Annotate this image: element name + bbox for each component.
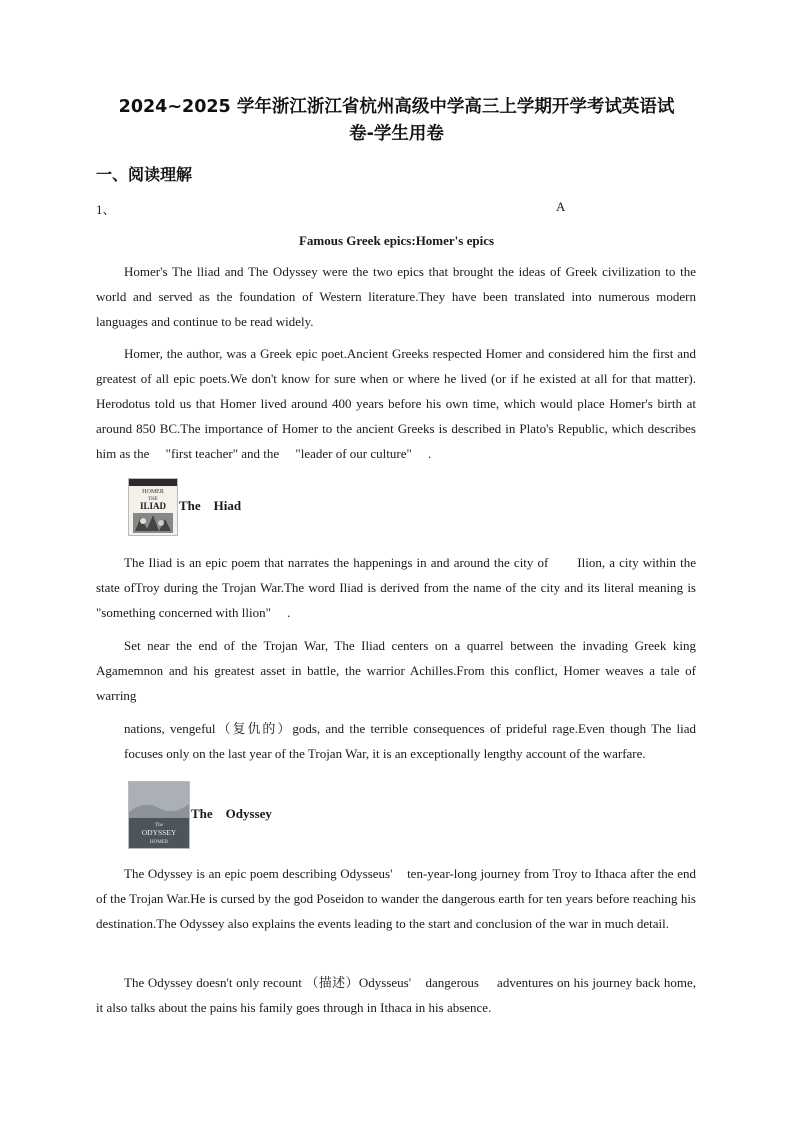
paragraph-3: The Iliad is an epic poem that narrates the happenings in and around the city of Ilion, a city within the state ofTroy during the Trojan War.The word Iliad is derived from the name of the city and its literal meaning is "something concerned with llion" . (96, 555, 696, 620)
title-line-2: 卷-学生用卷 (349, 124, 444, 144)
odyssey-cover-the: The (155, 823, 163, 828)
odyssey-cover-image (128, 781, 190, 849)
paragraph-1: Homer's The lliad and The Odyssey were the two epics that brought the ideas of Greek civilization to the world and served as the foundation of Western literature.They have been translated into numerous modern languages and continue to be read widely. (96, 264, 696, 329)
passage-label: A (556, 199, 566, 214)
iliad-cover-author: HOMER (142, 489, 164, 495)
question-number: 1、 (96, 202, 116, 217)
odyssey-subheading: The Odyssey (191, 806, 272, 821)
paragraph-4: Set near the end of the Trojan War, The Iliad centers on a quarrel between the invading Greek king Agamemnon and his greatest asset in battle, the warrior Achilles.From this conflict, Homer weaves a tale of warring (96, 638, 696, 703)
iliad-cover-title: ILIAD (139, 501, 167, 511)
document-title (60, 94, 733, 148)
iliad-cover-image (128, 478, 178, 536)
section-heading: 一、阅读理解 (96, 165, 193, 184)
paragraph-2: Homer, the author, was a Greek epic poet.Ancient Greeks respected Homer and considered him the first and greatest of all epic poets.We don't know for sure when or where he lived (or if he existed at all for that matter). Herodotus told us that Homer lived around 400 years before his own time, which would place Homer's birth at around 850 BC.The importance of Homer to the ancient Greeks is described in Plato's Republic, which describes him as the "first teacher" and the "leader of our culture" . (96, 346, 696, 461)
paragraph-5: nations, vengeful（复仇的）gods, and the terrible consequences of prideful rage.Even though The liad focuses only on the last year of the Trojan War, it is an exceptionally lengthy account of the warfare. (124, 721, 696, 761)
iliad-subheading: The Hiad (179, 498, 242, 513)
iliad-cover-art (129, 479, 177, 535)
odyssey-cover-art (129, 782, 189, 848)
odyssey-cover-author: HOMER (149, 840, 169, 845)
iliad-cover-the: THE (148, 497, 158, 502)
odyssey-cover-title: ODYSSEY (141, 828, 177, 837)
title-line-1: 2024~2025 学年浙江浙江省杭州高级中学高三上学期开学考试英语试 (118, 97, 675, 117)
passage-heading: Famous Greek epics:Homer's epics (298, 233, 495, 248)
paragraph-6: The Odyssey is an epic poem describing Odysseus' ten-year-long journey from Troy to Ithaca after the end of the Trojan War.He is cursed by the god Poseidon to wander the dangerous earth for ten years before reaching his destination.The Odyssey also explains the events leading to the start and conclusion of the war in much detail. (96, 866, 696, 931)
paragraph-7: The Odyssey doesn't only recount （描述）Odysseus' dangerous adventures on his journey back home, it also talks about the pains his family goes through in Ithaca in his absence. (96, 975, 696, 1015)
